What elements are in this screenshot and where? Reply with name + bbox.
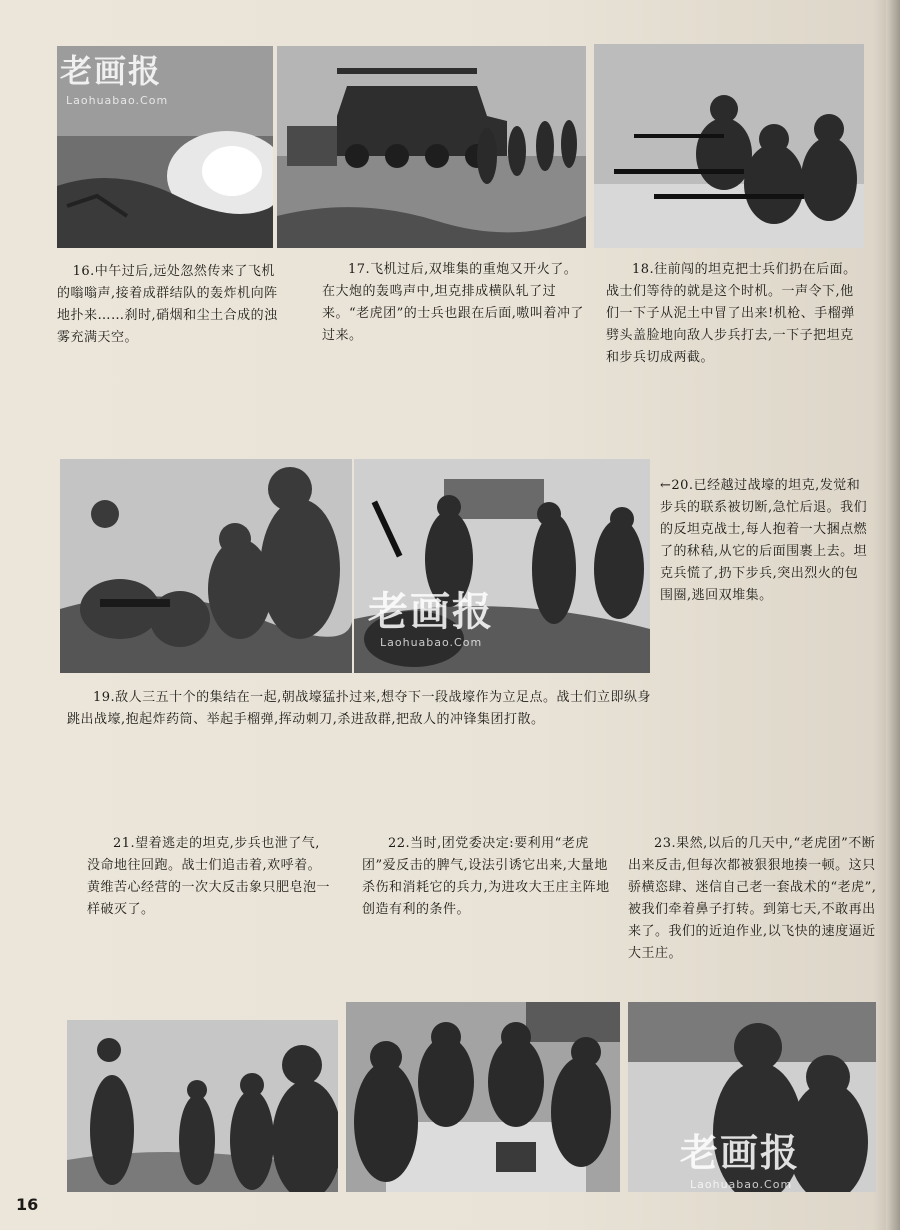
watermark-logo-center: 老画报	[368, 589, 494, 635]
caption-23: 23.果然,以后的几天中,“老虎团”不断出来反击,但每次都被狠狠地揍一顿。这只骄横恣肆、迷信自己老一套战术的“老虎”,被我们牵着鼻子打转。到第七天,不敢再出来了。我们的近迫作业,以飞快的速度逼近大王庄。	[628, 836, 877, 961]
watermark-site-bottom: Laohuabao.Com	[690, 1178, 793, 1191]
page-edge-shadow	[886, 0, 900, 1230]
panel-18-illustration	[594, 44, 864, 248]
page-number: 16	[16, 1195, 39, 1214]
watermark-logo-bottom: 老画报	[680, 1131, 801, 1175]
watermark-logo: 老画报	[60, 52, 163, 90]
caption-17: 17.飞机过后,双堆集的重炮又开火了。在大炮的轰鸣声中,坦克排成横队轧了过来。“老虎团”的士兵也跟在后面,嗷叫着冲了过来。	[322, 262, 584, 343]
panel-17-illustration	[277, 46, 586, 248]
caption-22: 22.当时,团党委决定:要利用“老虎团”爱反击的脾气,设法引诱它出来,大量地杀伤和消耗它的兵力,为进攻大王庄主阵地创造有利的条件。	[362, 836, 610, 917]
panel-19-illustration	[60, 459, 352, 673]
caption-19: 19.敌人三五十个的集结在一起,朝战壕猛扑过来,想夺下一段战壕作为立足点。战士们立即纵身跳出战壕,抱起炸药筒、举起手榴弹,挥动刺刀,杀进敌群,把敌人的冲锋集团打散。	[67, 690, 651, 727]
caption-20: ←20.已经越过战壕的坦克,发觉和步兵的联系被切断,急忙后退。我们的反坦克战士,每人抱着一大捆点燃了的秫秸,从它的后面围裹上去。坦克兵慌了,扔下步兵,突出烈火的包围圈,逃回双堆集。	[660, 478, 868, 603]
panel-21-illustration	[67, 1020, 338, 1192]
caption-18: 18.往前闯的坦克把士兵们扔在后面。战士们等待的就是这个时机。一声令下,他们一下子从泥土中冒了出来!机枪、手榴弹劈头盖脸地向敌人步兵打去,一下子把坦克和步兵切成两截。	[606, 262, 857, 365]
panel-22-illustration	[346, 1002, 620, 1192]
watermark-site: Laohuabao.Com	[66, 94, 169, 107]
caption-21: 21.望着逃走的坦克,步兵也泄了气,没命地往回跑。战士们追击着,欢呼着。黄维苦心经营的一次大反击象只肥皂泡一样破灭了。	[87, 836, 331, 917]
watermark-site-center: Laohuabao.Com	[380, 636, 483, 649]
caption-16: 16.中午过后,远处忽然传来了飞机的嗡嗡声,接着成群结队的轰炸机向阵地扑来……刹时,硝烟和尘土合成的浊雾充满天空。	[57, 264, 278, 345]
